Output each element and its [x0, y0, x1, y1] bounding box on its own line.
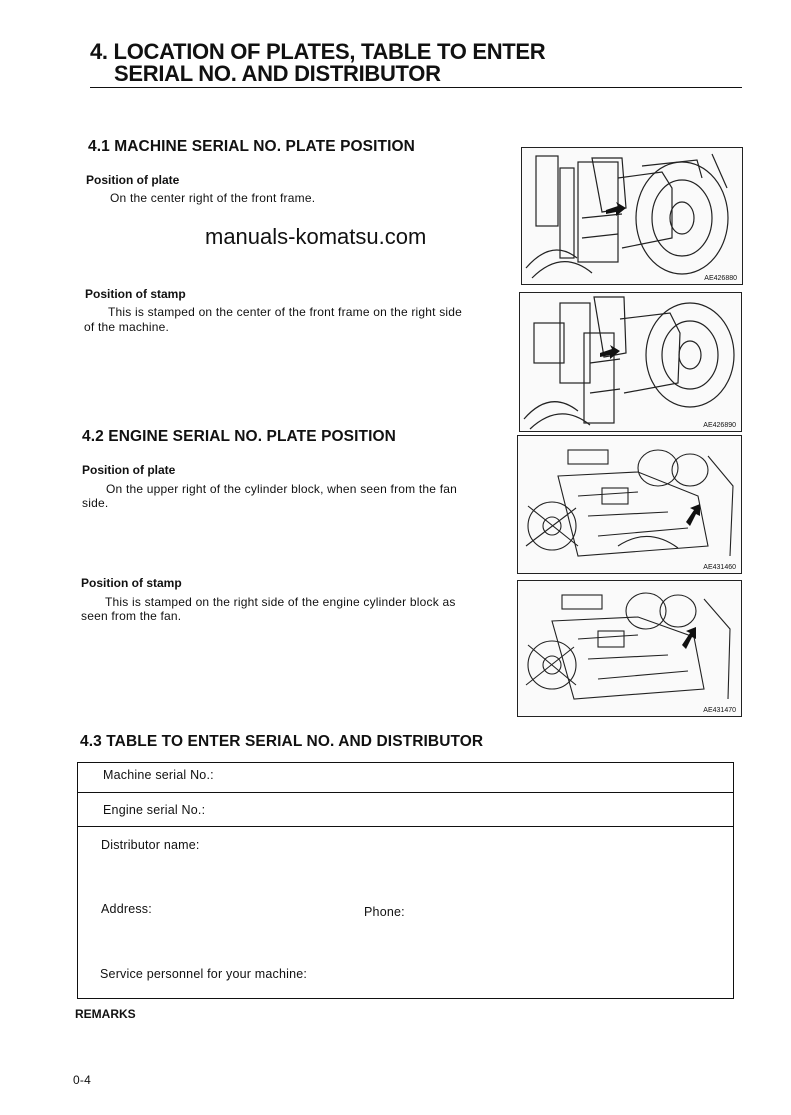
loader-frame-illustration [522, 148, 742, 284]
section-4-2-plate-label: Position of plate [82, 463, 176, 477]
figure-machine-plate-position [521, 147, 743, 285]
figure-1-code: AE426880 [704, 275, 737, 282]
section-4-1-stamp-label: Position of stamp [85, 287, 186, 301]
figure-engine-stamp-position [517, 580, 742, 717]
phone-label: Phone: [364, 905, 405, 919]
arrow-indicator [600, 345, 620, 359]
section-4-2-stamp-text-1: This is stamped on the right side of the engine cylinder block as [105, 595, 456, 609]
section-4-3-heading: 4.3 TABLE TO ENTER SERIAL NO. AND DISTRIBUTOR [80, 733, 484, 750]
section-4-1-stamp-text-2: of the machine. [84, 320, 170, 334]
serial-distributor-table [77, 762, 734, 999]
page-title-line1: 4. LOCATION OF PLATES, TABLE TO ENTER [90, 39, 546, 64]
figure-2-code: AE426890 [703, 422, 736, 429]
section-4-1-plate-text: On the center right of the front frame. [110, 191, 316, 205]
service-personnel-label: Service personnel for your machine: [100, 967, 308, 981]
section-4-1-stamp-text-1: This is stamped on the center of the front frame on the right side [108, 305, 463, 319]
machine-serial-label: Machine serial No.: [103, 768, 214, 782]
table-divider [78, 826, 733, 827]
figure-4-code: AE431470 [703, 707, 736, 714]
page-number: 0-4 [73, 1073, 91, 1087]
section-4-2-stamp-text-2: seen from the fan. [81, 609, 182, 623]
section-4-2-plate-text-2: side. [82, 496, 109, 510]
loader-frame-stamp-illustration [520, 293, 741, 431]
section-4-2-stamp-label: Position of stamp [81, 576, 182, 590]
figure-machine-stamp-position [519, 292, 742, 432]
arrow-indicator [606, 202, 626, 216]
engine-serial-label: Engine serial No.: [103, 803, 206, 817]
section-4-2-plate-text-1: On the upper right of the cylinder block, when seen from the fan [106, 482, 457, 496]
remarks-label: REMARKS [75, 1007, 136, 1021]
engine-plate-illustration [518, 436, 741, 573]
address-label: Address: [101, 902, 152, 916]
engine-stamp-illustration [518, 581, 741, 716]
arrow-indicator [686, 504, 700, 526]
watermark-text: manuals-komatsu.com [205, 224, 427, 249]
page-title-line2: SERIAL NO. AND DISTRIBUTOR [114, 61, 441, 86]
distributor-name-label: Distributor name: [101, 838, 200, 852]
title-rule [90, 87, 742, 88]
section-4-1-heading: 4.1 MACHINE SERIAL NO. PLATE POSITION [88, 138, 415, 155]
section-4-2-heading: 4.2 ENGINE SERIAL NO. PLATE POSITION [82, 428, 396, 445]
figure-3-code: AE431460 [703, 564, 736, 571]
figure-engine-plate-position [517, 435, 742, 574]
section-4-1-plate-label: Position of plate [86, 173, 180, 187]
table-divider [78, 792, 733, 793]
